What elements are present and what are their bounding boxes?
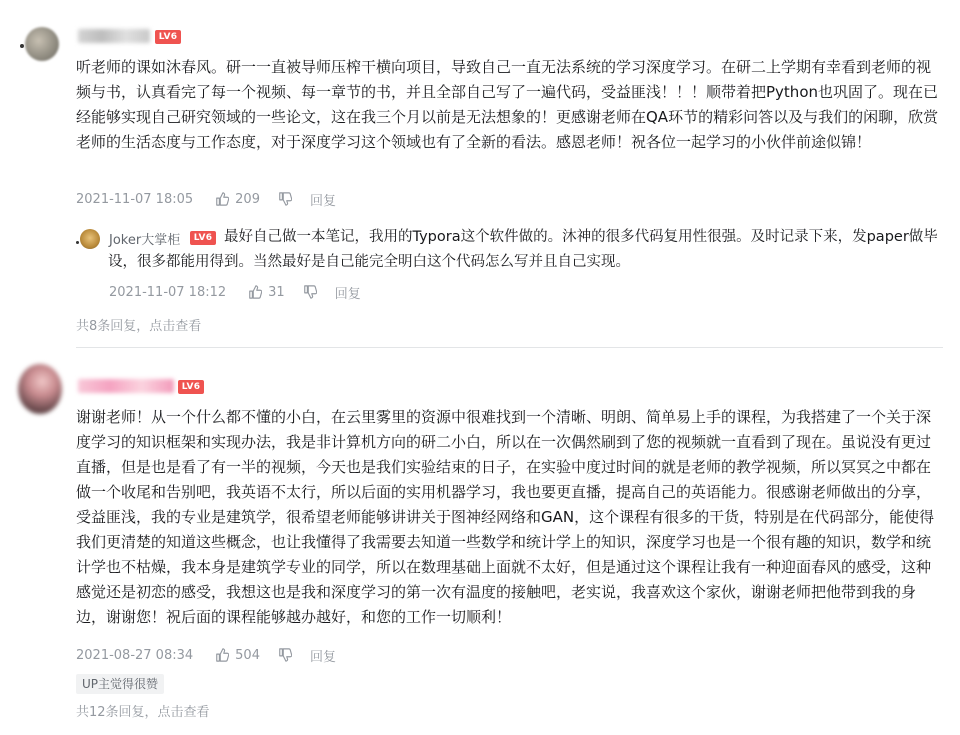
like-count: 504 (235, 647, 260, 663)
comment-meta (76, 190, 336, 208)
thumbs-down-icon (278, 192, 292, 206)
reply-dislike-button[interactable] (303, 285, 317, 299)
thumbs-down-icon (303, 285, 317, 299)
reply-text: 最好自己做一本笔记，我用的Typora这个软件做的。沐神的很多代码复用性很强。及时记录下来，发paper做毕设，很多都能用得到。当然最好是自己能完全明白这个代码怎么写并且自己实现。 (108, 229, 938, 270)
thumbs-down-icon (278, 648, 292, 662)
reply-time: 2021-11-07 18:12 (109, 284, 227, 300)
reply-reply-button[interactable]: 回复 (334, 286, 361, 302)
like-count: 209 (235, 191, 260, 207)
comment-text: 听老师的课如沐春风。研一一直被导师压榨干横向项目，导致自己一直无法系统的学习深度学习。在研二上学期有幸看到老师的视频与书，认真看完了每一个视频、每一章节的书，并且全部自己写了一遍代码，受益匪浅！！！顺带着把Python也巩固了。现在已经能够实现自己研究领域的一些论文，这在我三个月以前是无法想象的！更感谢老师在QA环节的精彩问答以及与我们的闲聊，欣赏老师的生活态度与工作态度，对于深度学习这个领域也有了全新的看法。感恩老师！祝各位一起学习的小伙伴前途似锦！ (76, 58, 939, 151)
avatar[interactable] (25, 27, 59, 61)
reply-meta (109, 283, 361, 301)
level-badge: LV6 (190, 231, 216, 245)
avatar[interactable] (18, 364, 62, 414)
thumbs-up-icon (248, 285, 262, 299)
divider (76, 347, 943, 348)
reply-like-count: 31 (268, 284, 285, 300)
reply-avatar[interactable] (80, 229, 100, 249)
thumbs-up-icon (215, 192, 229, 206)
comment-time: 2021-08-27 08:34 (76, 647, 194, 663)
username-blurred[interactable] (78, 379, 174, 393)
username-blurred[interactable] (78, 29, 150, 43)
view-replies-link[interactable]: 共8条回复，点击查看 (76, 319, 202, 334)
decoration-dot (76, 241, 79, 244)
level-badge: LV6 (178, 380, 204, 394)
reply-like-button[interactable] (248, 285, 285, 300)
reply-button[interactable]: 回复 (309, 193, 336, 209)
comment-time: 2021-11-07 18:05 (76, 191, 194, 207)
decoration-dot (20, 44, 24, 48)
level-badge: LV6 (155, 30, 181, 44)
reply-button[interactable]: 回复 (309, 649, 336, 665)
comment-text: 谢谢老师！从一个什么都不懂的小白，在云里雾里的资源中很难找到一个清晰、明朗、简单易上手的课程，为我搭建了一个关于深度学习的知识框架和实现办法，我是非计算机方向的研二小白，所以在一次偶然刷到了您的视频就一直看到了现在。虽说没有更过直播，但是也是看了有一半的视频，今天也是我们实验结束的日子，在实验中度过时间的就是老师的教学视频，所以冥冥之中都在做一个收尾和告别吧，我英语不太行，所以后面的实用机器学习，我也要更直播，提高自己的英语能力。很感谢老师做出的分享，受益匪浅，我的专业是建筑学，很希望老师能够讲讲关于图神经网络和GAN，这个课程有很多的干货，特别是在代码部分，能使得我们更清楚的知道这些概念，也让我懂得了我需要去知道一些数学和统计学上的知识，深度学习也是一个很有趣的知识，数学和统计学也不枯燥，我本身是建筑学专业的同学，所以在数理基础上面就不太好，但是通过这个课程让我有一种迎面春风的感受，这种感觉还是初恋的感受，我想这也是我和深度学习的第一次有温度的接触吧，老实说，我喜欢这个家伙，谢谢老师把他带到我的身边，谢谢您！祝后面的课程能够越办越好，和您的工作一切顺利！ (76, 408, 935, 626)
dislike-button[interactable] (278, 192, 292, 206)
comment-meta (76, 646, 336, 664)
dislike-button[interactable] (278, 648, 292, 662)
like-button[interactable] (215, 192, 260, 207)
reply-username[interactable]: Joker大掌柜 (109, 233, 181, 248)
view-replies-link[interactable]: 共12条回复，点击查看 (76, 705, 210, 720)
like-button[interactable] (215, 648, 260, 663)
up-liked-badge: UP主觉得很赞 (76, 674, 164, 694)
thumbs-up-icon (215, 648, 229, 662)
